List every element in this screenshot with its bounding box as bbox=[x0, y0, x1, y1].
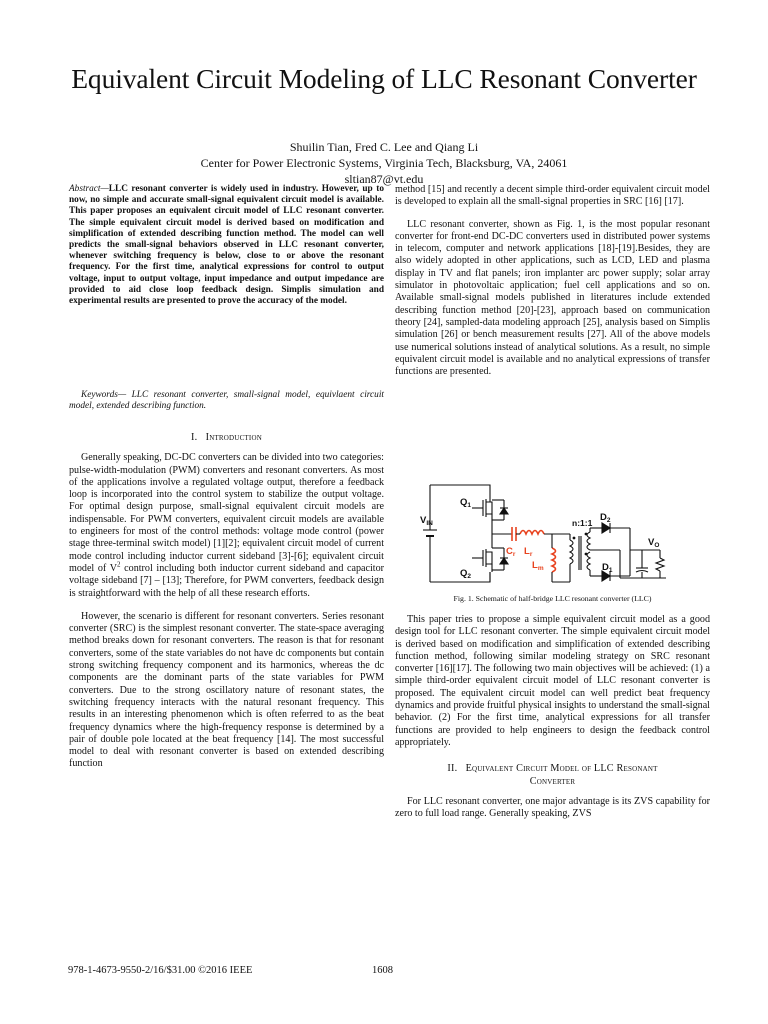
right-column-top bbox=[395, 184, 710, 378]
right-paragraph-2: This paper tries to propose a simple equivalent circuit model as a good design tool for LLC resonant converter. The simple equivalent circuit model is derived based on modification and simplification of extended describing function method, following similar modeling strategy on SRC resonant converter [16][17]. The following two main objectives will be achieved: (1) a simple third-order equivalent circuit model of LLC resonant converter is proposed. The equivalent circuit model can well predict beat frequency dynamics and provide fruitful physical insights to understand the small-signal behavior. (2) For the first time, analytical expressions for all transfer functions are provided to help engineers to design the feedback control appropriately. bbox=[395, 614, 710, 748]
abstract-label: Abstract bbox=[69, 184, 101, 194]
q1-label: $Q_1$ bbox=[460, 497, 472, 509]
vo-label: $V_O$ bbox=[648, 537, 660, 549]
section-1-heading: I. Introduction bbox=[191, 432, 262, 443]
right-paragraph-0: method [15] and recently a decent simple third-order equivalent circuit model is developed to explain all the small-signal properties in SRC [16] [17]. bbox=[395, 184, 710, 208]
intro-paragraph-1: Generally speaking, DC-DC converters can be divided into two categories: pulse-width-modulation (PWM) converters and resonant converters. As most of the applications involve a regulated voltage output, therefore a feedback loop is incorporated into the control system to stabilize the output voltage. For optimal design purpose, small-signal equivalent circuit models are indispensable. For PWM converters, equivalent circuit models are available to engineers for most of the control methods: voltage mode control (power stage three-terminal switch model) [1][2]; equivalent circuit model of current mode control including inductor current sideband [3]-[6]; equivalent circuit model of $V^2$ control including both inductor current sideband and capacitor voltage sideband [7] – [13]; Therefore, for PWM converters, feedback design is straightforward with the help of all these research efforts. bbox=[69, 452, 384, 599]
right-paragraph-1: LLC resonant converter, shown as Fig. 1, is the most popular resonant converter for front-end DC-DC converters used in distributed power systems in telecom, computer and network applications [18]-[19].Besides, they are also widely adopted in other applications, such as LCD, LED and plasma display in TV and flat panels; iron implanter arc power supply; solar array simulator in photovoltaic application; fuel cell applications and so on. Available small-signal models published in literatures include extended describing function method [20]-[23], approach based on communication theory [24], sampled-data modeling approach [25], analysis based on Simplis simulation [26] or bench measurement results [27]. All of the above models use numerical solutions instead of analytical solutions. As a result, no simple equivalent circuit model is available and no analytical expressions of transfer functions are presented. bbox=[395, 218, 710, 378]
footer-copyright: 978-1-4673-9550-2/16/$31.00 ©2016 IEEE bbox=[68, 965, 253, 976]
keywords: Keywords— LLC resonant converter, small-signal model, equivlaent circuit model, extended describing function. bbox=[69, 390, 384, 412]
cr-label: $C_r$ bbox=[506, 546, 516, 558]
llc-schematic-figure bbox=[420, 480, 682, 588]
keywords-text: LLC resonant converter, small-signal model, equivlaent circuit model, extended describing function. bbox=[69, 390, 384, 412]
figure-caption: Fig. 1. Schematic of half-bridge LLC resonant converter (LLC) bbox=[453, 594, 652, 603]
d1-label: $D_1$ bbox=[602, 562, 613, 574]
intro-paragraph-2: However, the scenario is different for resonant converters. Series resonant converter (SRC) is the simplest resonant converter. The state-space averaging method breaks down for resonant converters. The reason is that for resonant converters, some of the state variables do not have dc components but contain strong switching frequency component and its harmonics, whereas the dc components are the dominant parts of the state variables for PWM converters. Due to the strong oscillatory nature of resonant states, the switching frequency interacts with the natural resonant frequency. This results in an interesting phenomenon which is often referred to as the beat frequency dynamics where the high-frequency response is determined by a pair of double pole located at the beat frequency [14]. The most successful model to deal with resonant converter is based on extended describing function bbox=[69, 610, 384, 770]
section-2-heading: II. Equivalent Circuit Model of LLC Resonant Converter bbox=[447, 763, 658, 787]
right-column-bottom bbox=[395, 614, 710, 820]
author-names: Shuilin Tian, Fred C. Lee and Qiang Li bbox=[289, 140, 479, 154]
paper-title: Equivalent Circuit Modeling of LLC Resonant Converter bbox=[71, 63, 697, 94]
author-block bbox=[60, 139, 708, 187]
lm-label: $L_m$ bbox=[532, 560, 544, 572]
abstract-text: LLC resonant converter is widely used in industry. However, up to now, no simple and accurate small-signal equivalent circuit model is available. This paper proposes an equivalent circuit model of LLC resonant converter. The simple equivalent circuit model is derived based on modification and simplification of extended describing function method. The model can well predicts the small-signal behaviors observed in LLC resonant converter, whenever switching frequency is below, close to or above the resonant frequency. For the first time, analytical expressions for control to output voltage, input to output voltage, input impedance and output impedance are provided to aid close loop feedback design. Simplis simulation and experimental results are presented to prove the accuracy of the model. bbox=[69, 184, 384, 307]
author-affiliation: Center for Power Electronic Systems, Virginia Tech, Blacksburg, VA, 24061 bbox=[200, 156, 568, 170]
keywords-label: Keywords bbox=[81, 390, 118, 400]
vin-label: $V_{IN}$ bbox=[420, 515, 433, 527]
page-number: 1608 bbox=[372, 965, 393, 976]
left-column bbox=[69, 432, 384, 771]
author-email: sltian87@vt.edu bbox=[344, 172, 424, 186]
q2-label: $Q_2$ bbox=[460, 568, 472, 580]
d2-label: $D_2$ bbox=[600, 512, 611, 524]
right-paragraph-3: For LLC resonant converter, one major advantage is its ZVS capability for zero to full load range. Generally speaking, ZVS bbox=[395, 795, 710, 820]
lr-label: $L_r$ bbox=[524, 546, 533, 558]
turns-ratio-label: n:1:1 bbox=[572, 518, 593, 528]
abstract: Abstract—LLC resonant converter is widely used in industry. However, up to now, no simple and accurate small-signal equivalent circuit model is available. This paper proposes an equivalent circuit model of LLC resonant converter. The simple equivalent circuit model is derived based on modification and simplification of extended describing function method. The model can well predicts the small-signal behaviors observed in LLC resonant converter, whenever switching frequency is below, close to or above the resonant frequency. For the first time, analytical expressions for control to output voltage, input to output voltage, input impedance and output impedance are provided to aid close loop feedback design. Simplis simulation and experimental results are presented to prove the accuracy of the model. bbox=[69, 184, 384, 307]
